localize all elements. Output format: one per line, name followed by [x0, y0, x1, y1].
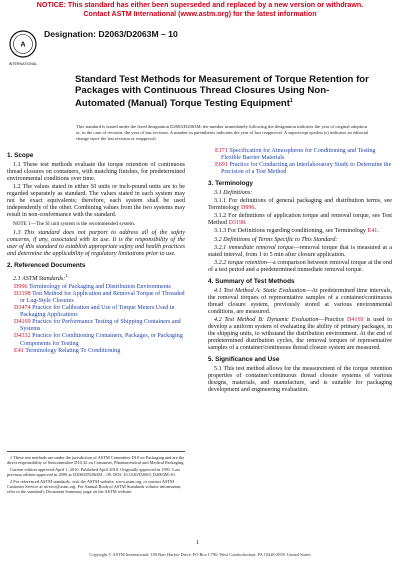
- link-e41[interactable]: E41: [367, 228, 378, 235]
- left-column: [7, 148, 185, 355]
- notice-line-1: NOTICE: This standard has either been superseded and replaced by a new version or withdrawn.: [36, 1, 364, 9]
- paragraph-3-2-2: 3.2.2 torque retention—a comparison between removal torque at the end of a test period and a predetermined immediate removal torque.: [208, 259, 392, 273]
- paragraph-3-1: 3.1 Definitions:: [214, 190, 253, 197]
- right-column: [208, 148, 392, 395]
- reference-title[interactable]: Practice for Calibration and Use of Torque Meters Used in Packaging Applications: [20, 305, 175, 319]
- reference-item[interactable]: [14, 291, 185, 305]
- reference-code[interactable]: D3198: [14, 291, 31, 298]
- designation: Designation: D2063/D2063M – 10: [44, 29, 178, 39]
- copyright-footer: Copyright © ASTM International, 100 Barr Harbor Drive, PO Box C700, West Conshohocken, PA 19428-2959. United States: [89, 552, 311, 557]
- reference-code[interactable]: E691: [215, 162, 228, 169]
- reference-item[interactable]: [14, 305, 185, 319]
- paragraph-1-3: 1.3 This standard does not purport to address all of the safety concerns, if any, associated with its use. It is the responsibility of the user of this standard to establish appropriate safety and health practices and determine the applicability of regulatory limitations prior to use.: [7, 229, 185, 257]
- title-footnote-marker: 1: [289, 98, 293, 105]
- notice-banner: [0, 1, 400, 18]
- section-heading-referenced-documents: 2. Referenced Documents: [7, 262, 86, 270]
- issuance-statement: This standard is issued under the fixed designation D2063/D2063M; the number immediately following the designation indicates the year of original adoption or, in the case of revision, the year of last revision. A number in parentheses indicates the year of last reapproval. A superscript epsilon (ε) indicates an editorial change since the last revision or reapproval.: [76, 124, 369, 141]
- reference-item[interactable]: [14, 348, 185, 355]
- reference-title[interactable]: Specification for Atmospheres for Conditioning and Testing Flexible Barrier Materials: [221, 148, 376, 162]
- footnotes: [7, 451, 185, 496]
- paragraph-4-2: 4.2 Test Method B: Dynamic Evaluation—Practice D4169 is used to develop a uniform system of evaluating the ability of primary packages, in the shipping units, to withstand the distribution environment. At the end of predetermined distribution cycles, the removal torques of representative samples of a container/continuous thread closure system are measured.: [208, 316, 393, 352]
- reference-title[interactable]: Practice for Performance Testing of Shipping Containers and Systems: [20, 319, 181, 333]
- paragraph-4-1: 4.1 Test Method A: Static Evaluation—At predetermined time intervals, the removal torques of representative samples of a container/continuous thread closure system, previously stored at various environmental conditions, are measured.: [208, 287, 392, 315]
- reference-title[interactable]: Practice for Conducting an Interlaboratory Study to Determine the Precision of a Test Method: [221, 162, 392, 176]
- link-d4169[interactable]: D4169: [346, 316, 364, 323]
- reference-code[interactable]: E41: [14, 347, 24, 354]
- reference-code[interactable]: D4332: [14, 333, 31, 340]
- logo-caption: INTERNATIONAL: [8, 62, 38, 66]
- reference-code[interactable]: D996: [14, 284, 28, 291]
- reference-title[interactable]: Terminology of Packaging and Distribution Environments: [28, 284, 171, 291]
- section-heading-scope: 1. Scope: [7, 152, 34, 159]
- section-heading-terminology: 3. Terminology: [208, 180, 253, 188]
- reference-item[interactable]: [215, 148, 392, 162]
- footnote-1: 1 These test methods are under the jurisdiction of ASTM Committee D10 on Packaging and are the direct responsibility of Subcommittee D10.32 on Consumer, Pharmaceutical and Medical Packaging.: [7, 455, 185, 466]
- document-title: [75, 75, 375, 110]
- footnote-2: 2 For referenced ASTM standards, visit the ASTM website, www.astm.org, or contact ASTM Customer Service at service@astm.org. For Annual Book of ASTM Standards volume information, refer to the standard's Document Summary page on the ASTM website.: [7, 478, 182, 495]
- reference-code[interactable]: D4169: [14, 319, 31, 326]
- link-d996[interactable]: D996: [240, 205, 255, 212]
- notice-line-2: Contact ASTM International (www.astm.org) for the latest information: [83, 9, 317, 18]
- reference-item[interactable]: [14, 333, 185, 347]
- paragraph-5-1: 5.1 This test method allows for the measurement of the torque retention properties of container/continuous thread closure systems of various designs, materials, and manufacture, and is suitable for packaging development and engineering evaluation.: [208, 366, 392, 394]
- svg-text:A: A: [20, 41, 26, 49]
- astm-logo-icon: [7, 29, 39, 67]
- link-d3198[interactable]: D3198: [228, 220, 246, 227]
- paragraph-2-1: 2.1 ASTM Standards:$^2$: [13, 273, 68, 283]
- paragraph-3-2-1: 3.2.1 immediate removal torque—removal torque that is measured at a stated interval, from 1 to 5 min after closure application.: [208, 244, 392, 258]
- paragraph-3-2: 3.2 Definitions of Terms Specific to This Standard:: [214, 236, 338, 243]
- page-number: 1: [196, 540, 199, 546]
- paragraph-1-1: 1.1 These test methods evaluate the torque retention of continuous thread closures on containers, with matching finishes, for predetermined environmental conditions over time.: [7, 162, 185, 183]
- paragraph-1-2: 1.2 The values stated in either SI units or inch-pound units are to be regarded separately as standard. The values stated in each system may not be exact equivalents; therefore, each system shall be used independently of the other. Combining values from the two systems may result in non-conformance with the standard.: [7, 184, 185, 219]
- reference-code[interactable]: E171: [215, 148, 228, 154]
- reference-item[interactable]: [14, 319, 185, 333]
- section-heading-summary: 4. Summary of Test Methods: [208, 277, 295, 285]
- reference-item[interactable]: [215, 162, 392, 176]
- section-heading-significance: 5. Significance and Use: [208, 356, 280, 364]
- footnote-1-edition: Current edition approved April 1, 2010. Published April 2010. Originally approved in 1991. Last previous edition approved in 2009 as D2063/D2063M – 09. DOI: 10.1520/D2063_D2063M-10.: [7, 466, 180, 478]
- title-text: Standard Test Methods for Measurement of Torque Retention for Packages with Continuous Thread Closures Using Non-Automated (Manual) Torque Testing Equipment: [75, 74, 369, 110]
- reference-title[interactable]: Practice for Conditioning Containers, Packages, or Packaging Components for Testing: [20, 333, 183, 347]
- reference-code[interactable]: D3474: [14, 305, 31, 312]
- reference-title[interactable]: Terminology Relating To Conditioning: [25, 347, 121, 354]
- paragraph-3-1-2: 3.1.2 For definitions of application torque and removal torque, see Test Method D3198.: [208, 213, 392, 227]
- note-1: NOTE 1—The SI unit system is the recommended system.: [13, 221, 136, 228]
- paragraph-3-1-3: 3.1.3 For Definitions regarding conditioning, see Terminology E41.: [214, 228, 379, 235]
- paragraph-3-1-1: 3.1.1 For definitions of general packaging and distribution terms, see Terminology D996.: [208, 198, 392, 212]
- reference-title[interactable]: Test Method for Application and Removal Torque of Threaded or Lug-Style Closures: [20, 291, 185, 305]
